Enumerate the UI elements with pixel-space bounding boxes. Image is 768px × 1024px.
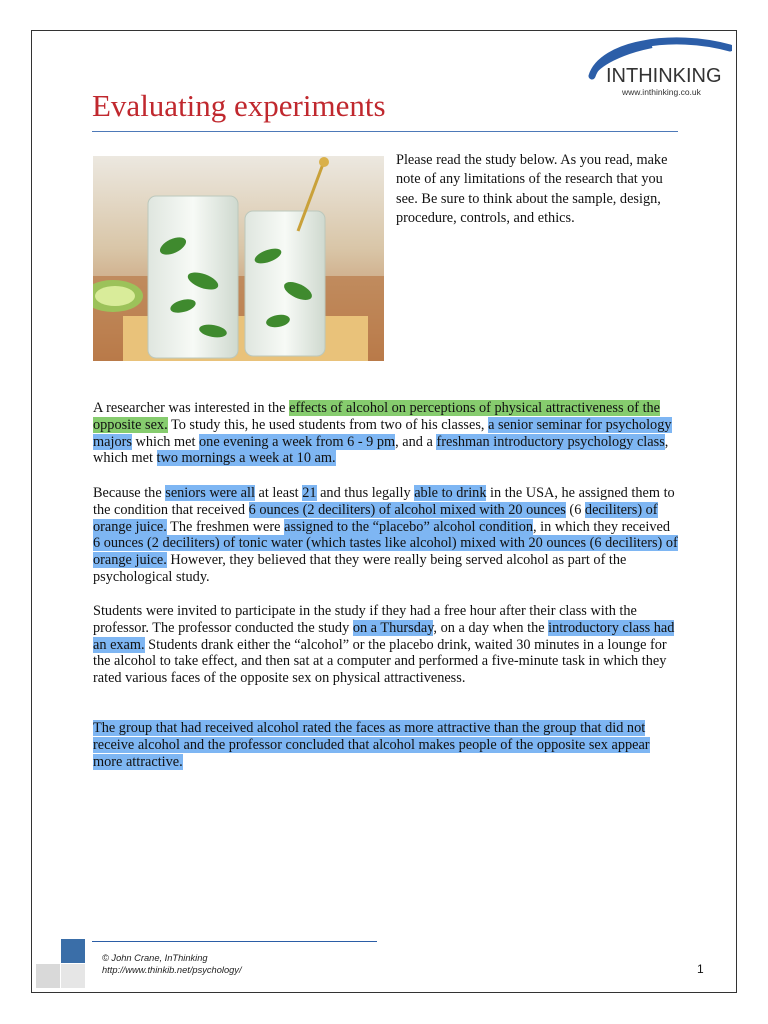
highlight-blue: The group that had received alcohol rated the faces as more attractive than the group that did not receive alcohol and the professor concluded that alcohol makes people of the opposite sex appear more attractive. bbox=[93, 720, 650, 770]
highlight-blue: 6 ounces (2 deciliters) of tonic water (which tastes like alcohol) mixed with 20 ounces (6 deciliters) of orange juice. bbox=[93, 535, 678, 569]
footer-url[interactable]: http://www.thinkib.net/psychology/ bbox=[102, 965, 242, 975]
highlight-blue: freshman introductory psychology class bbox=[436, 433, 665, 450]
title-underline bbox=[92, 131, 678, 132]
highlight-blue: 21 bbox=[302, 485, 317, 501]
paragraph-conditions bbox=[93, 485, 678, 586]
text: and thus legally bbox=[316, 485, 415, 501]
footer-squares-decoration bbox=[36, 939, 86, 989]
highlight-blue: 6 ounces (2 deciliters) of alcohol mixed with 20 ounces bbox=[248, 501, 566, 518]
text: which met bbox=[131, 433, 200, 450]
footer-credits bbox=[102, 952, 242, 976]
text: Students were invited to participate in the study if they had a free hour after their class with the professor. The professor conducted the study bbox=[93, 603, 637, 636]
text: , on a day when the bbox=[433, 619, 549, 636]
highlight-blue: seniors were all bbox=[165, 485, 255, 501]
text: A researcher was interested in the bbox=[93, 400, 290, 416]
text: To study this, he used students from two of his classes, bbox=[167, 416, 489, 433]
inthinking-logo bbox=[582, 34, 732, 100]
paragraph-conclusion bbox=[93, 720, 678, 770]
text: The freshmen were bbox=[166, 518, 285, 535]
highlight-blue: assigned to the “placebo” alcohol condition bbox=[284, 518, 534, 535]
text: Students drank either the “alcohol” or the placebo drink, waited 30 minutes in a lounge for the alcohol to take effect, and then sat at a computer and performed a five-minute task in which they rated various faces of the opposite sex on physical attractiveness. bbox=[93, 636, 667, 687]
highlight-blue: a senior seminar for psychology majors bbox=[93, 416, 672, 450]
footer-rule bbox=[92, 941, 377, 942]
text: (6 bbox=[565, 501, 585, 518]
mojito-glasses-photo bbox=[93, 156, 384, 361]
highlight-blue: two mornings a week at 10 am. bbox=[156, 450, 336, 467]
paragraph-study-setup bbox=[93, 400, 678, 467]
text: , in which they received bbox=[533, 518, 670, 535]
text: , and a bbox=[395, 433, 437, 450]
highlight-blue: introductory class had an exam. bbox=[93, 619, 675, 653]
highlight-blue: able to drink bbox=[414, 485, 487, 501]
logo-url: www.inthinking.co.uk bbox=[622, 87, 701, 97]
text: , which met bbox=[93, 433, 669, 467]
highlight-blue: deciliters) of orange juice. bbox=[93, 501, 658, 535]
highlight-blue: on a Thursday bbox=[352, 619, 434, 636]
text: However, they believed that they were really being served alcohol as part of the psychological study. bbox=[93, 552, 627, 585]
text: in the USA, he assigned them to the condition that received bbox=[93, 485, 675, 518]
paragraph-procedure bbox=[93, 603, 678, 687]
text: at least bbox=[254, 485, 303, 501]
intro-instructions: Please read the study below. As you read, make note of any limitations of the research that you see. Be sure to think about the sample, design, procedure, controls, and ethics. bbox=[396, 152, 668, 226]
footer-copyright: © John Crane, InThinking bbox=[102, 953, 208, 963]
page-title: Evaluating experiments bbox=[92, 88, 386, 123]
page-number: 1 bbox=[697, 962, 704, 976]
highlight-blue: one evening a week from 6 - 9 pm bbox=[199, 433, 396, 450]
text: Because the bbox=[93, 485, 166, 501]
highlight-green: effects of alcohol on perceptions of physical attractiveness of the opposite sex. bbox=[93, 400, 661, 433]
logo-text: INTHINKING bbox=[606, 65, 722, 87]
